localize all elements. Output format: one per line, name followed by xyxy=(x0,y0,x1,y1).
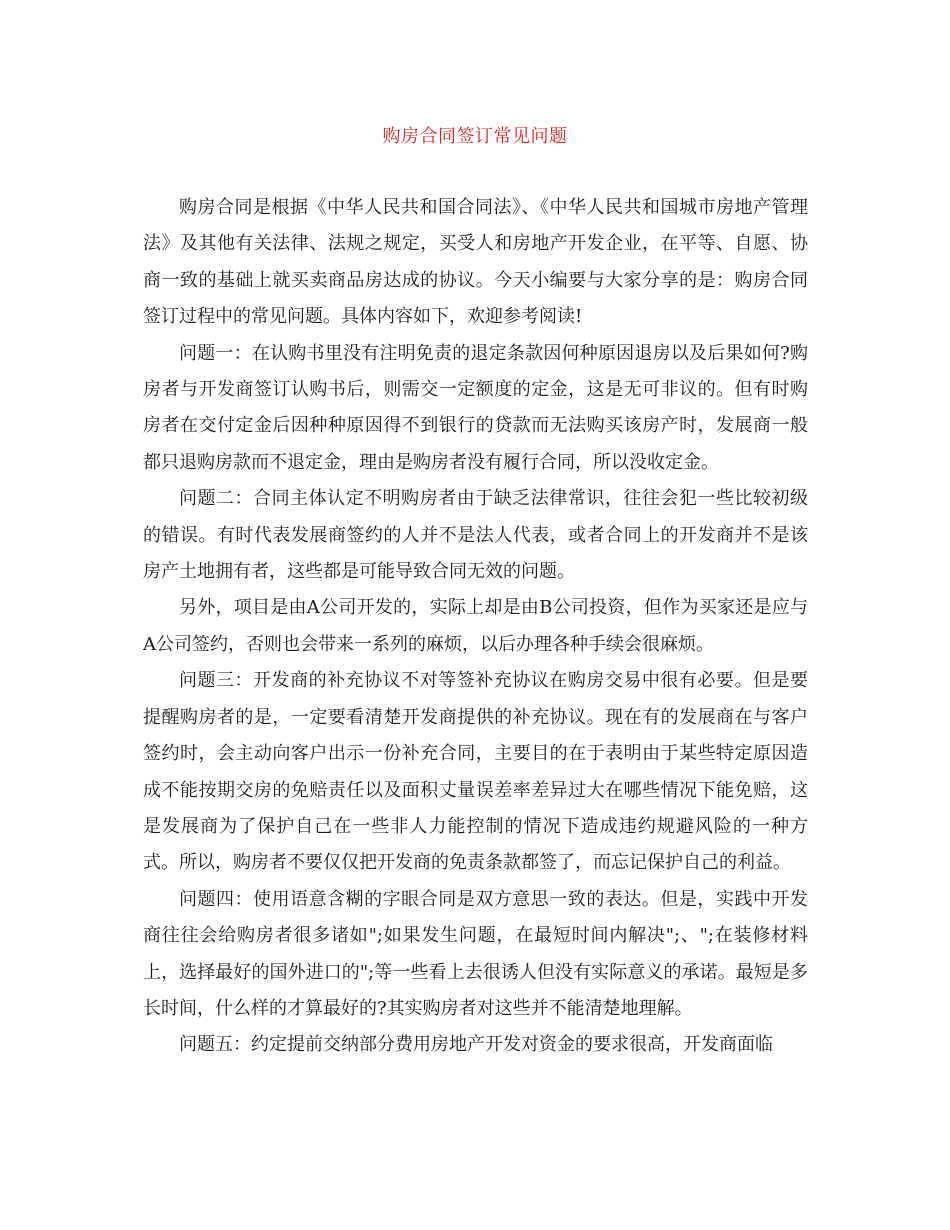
paragraph-additional-note: 另外，项目是由A公司开发的，实际上却是由B公司投资，但作为买家还是应与A公司签约，否则也会带来一系列的麻烦，以后办理各种手续会很麻烦。 xyxy=(143,597,808,655)
document-body xyxy=(143,190,808,1064)
paragraph-question-5: 问题五：约定提前交纳部分费用房地产开发对资金的要求很高，开发商面临 xyxy=(179,1034,773,1056)
paragraph-question-3: 问题三：开发商的补充协议不对等签补充协议在购房交易中很有必要。但是要提醒购房者的是，一定要看清楚开发商提供的补充协议。现在有的发展商在与客户签约时，会主动向客户出示一份补充合同，主要目的在于表明由于某些特定原因造成不能按期交房的免赔责任以及面积丈量误差率差异过大在哪些情况下能免赔，这是发展商为了保护自己在一些非人力能控制的情况下造成违约规避风险的一种方式。所以，购房者不要仅仅把开发商的免责条款都签了，而忘记保护自己的利益。 xyxy=(143,670,808,874)
paragraph-question-2: 问题二：合同主体认定不明购房者由于缺乏法律常识，往往会犯一些比较初级的错误。有时代表发展商签约的人并不是法人代表，或者合同上的开发商并不是该房产土地拥有者，这些都是可能导致合同无效的问题。 xyxy=(143,488,808,583)
paragraph-question-1: 问题一：在认购书里没有注明免责的退定条款因何种原因退房以及后果如何?购房者与开发商签订认购书后，则需交一定额度的定金，这是无可非议的。但有时购房者在交付定金后因种种原因得不到银行的贷款而无法购买该房产时，发展商一般都只退购房款而不退定金，理由是购房者没有履行合同，所以没收定金。 xyxy=(143,342,808,473)
paragraph-question-4: 问题四：使用语意含糊的字眼合同是双方意思一致的表达。但是，实践中开发商往往会给购房者很多诸如";如果发生问题，在最短时间内解决";、";在装修材料上，选择最好的国外进口的";等一些看上去很诱人但没有实际意义的承诺。最短是多长时间，什么样的才算最好的?其实购房者对这些并不能清楚地理解。 xyxy=(143,888,808,1019)
page-title: 购房合同签订常见问题 xyxy=(382,126,568,147)
paragraph-intro: 购房合同是根据《中华人民共和国合同法》、《中华人民共和国城市房地产管理法》及其他有关法律、法规之规定，买受人和房地产开发企业，在平等、自愿、协商一致的基础上就买卖商品房达成的协议。今天小编要与大家分享的是：购房合同签订过程中的常见问题。具体内容如下，欢迎参考阅读! xyxy=(143,197,808,328)
